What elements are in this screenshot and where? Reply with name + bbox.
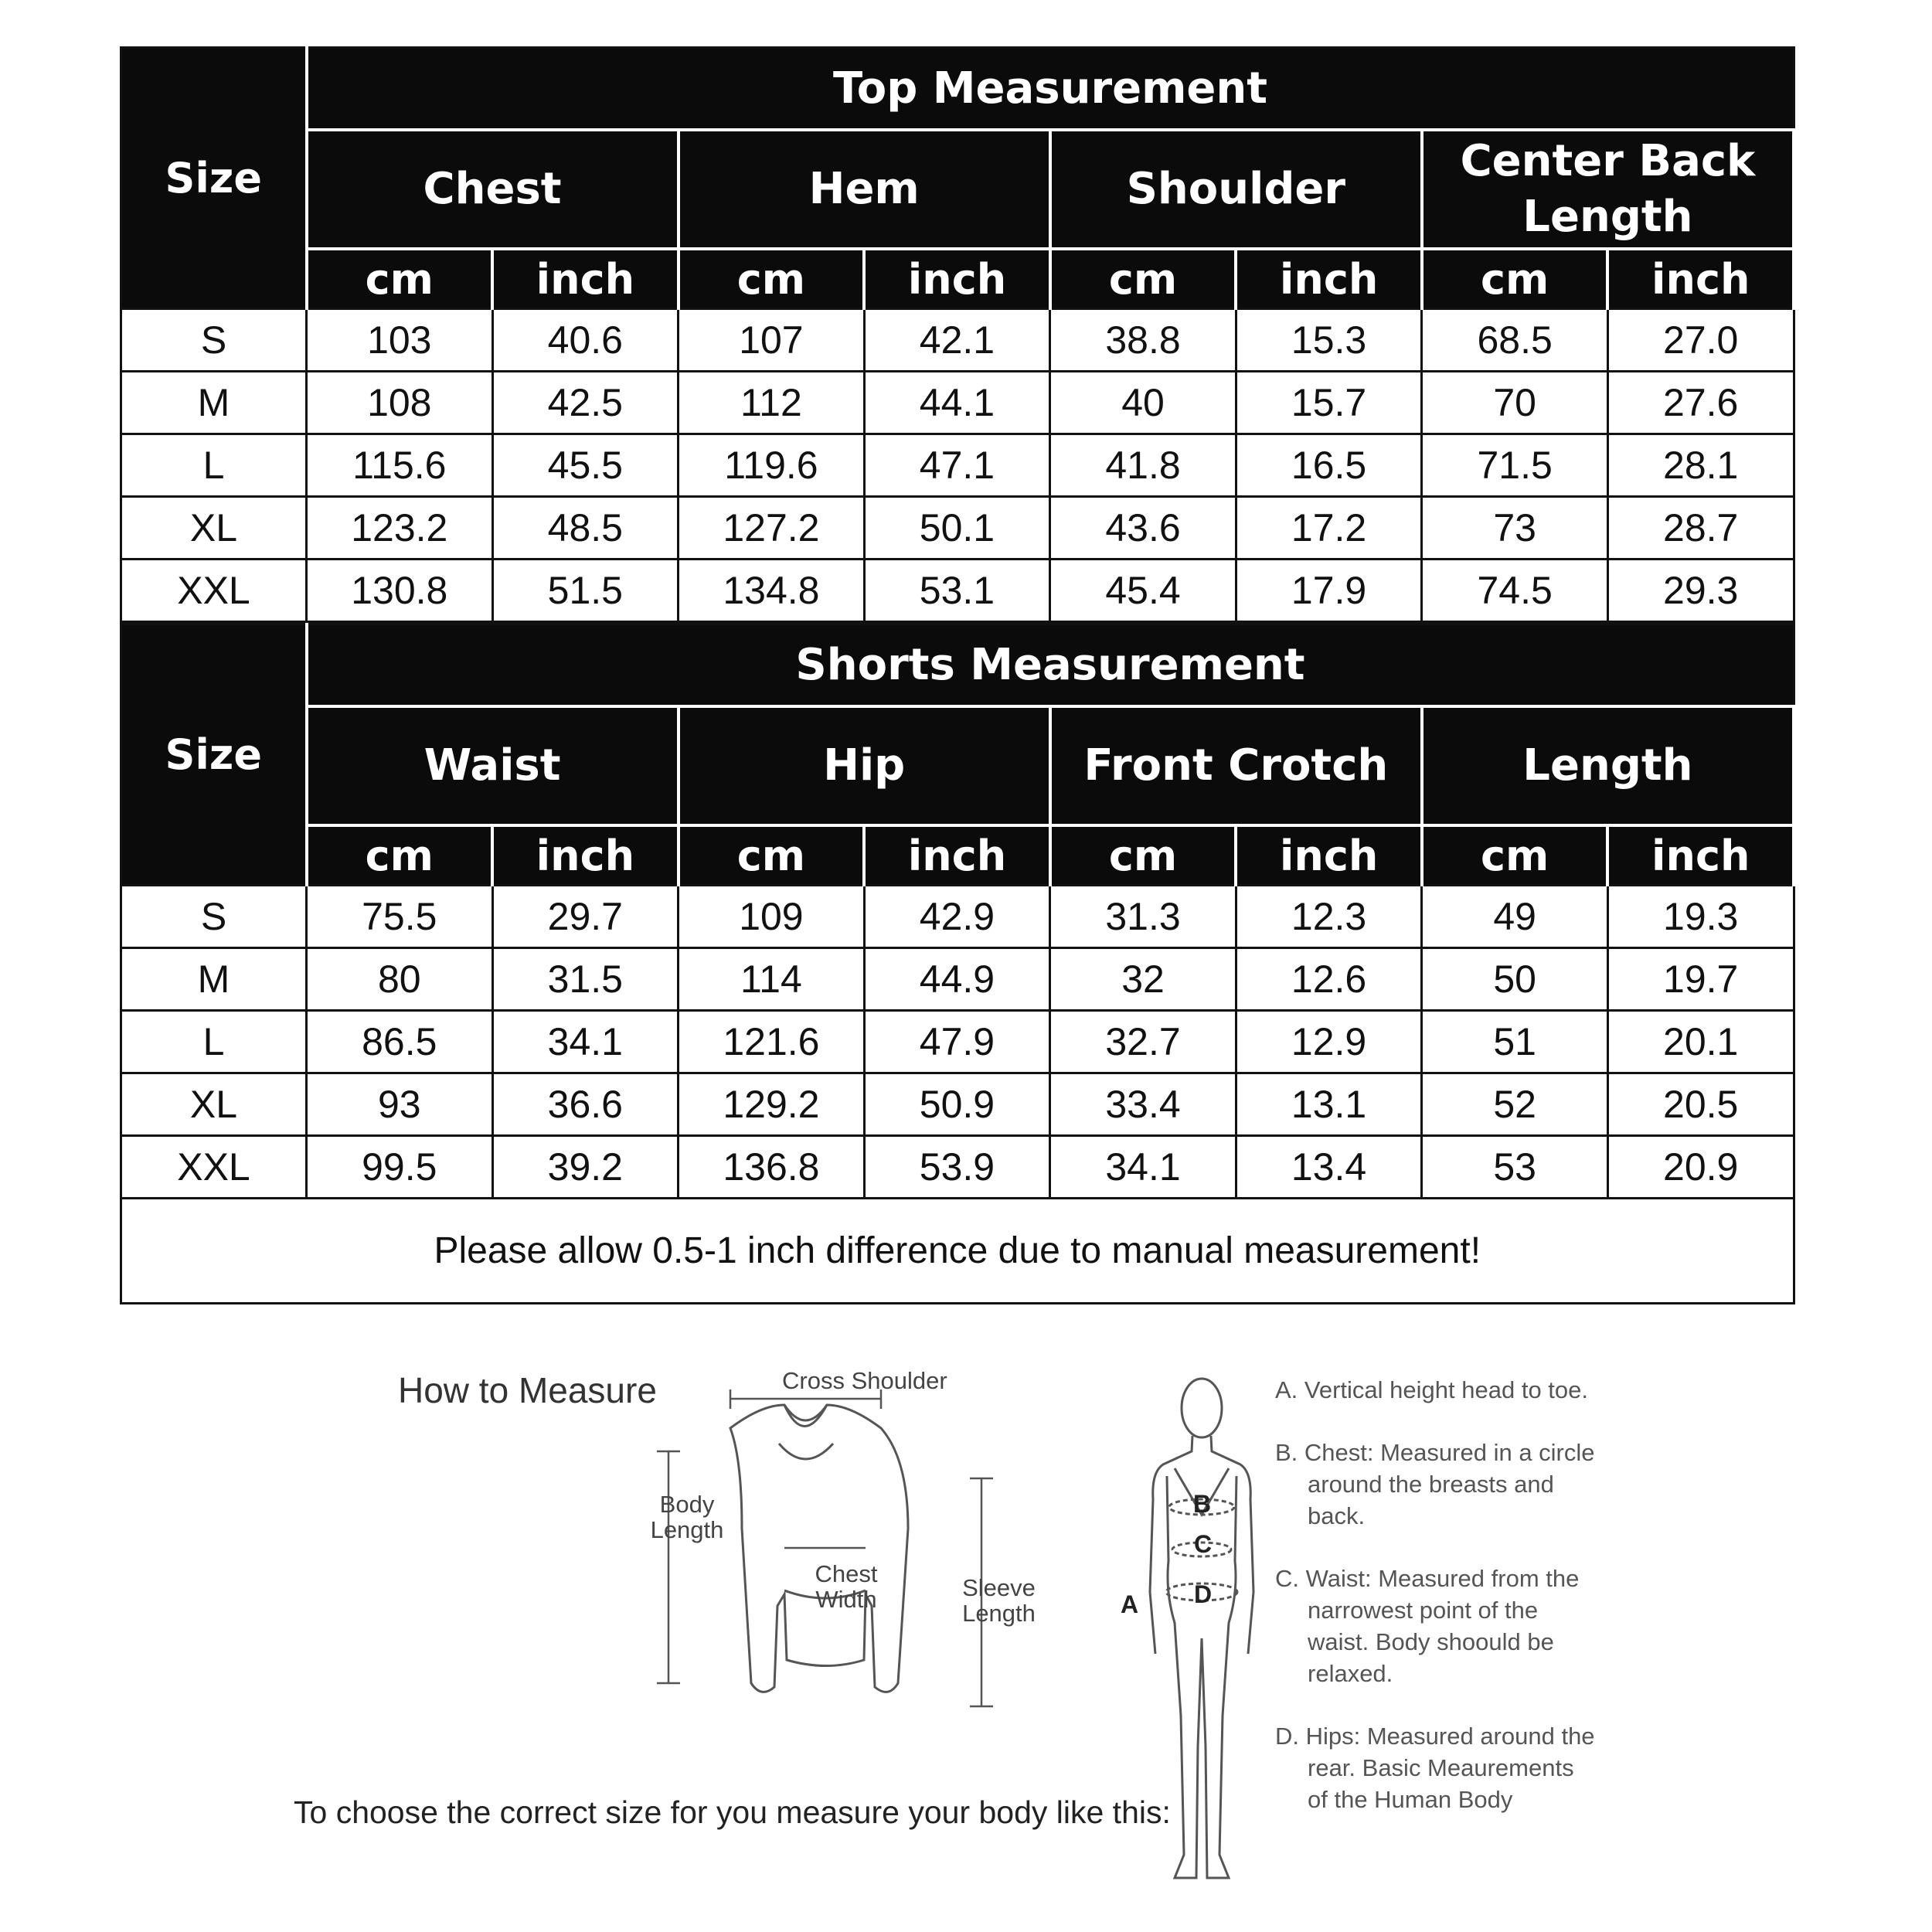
table-title: Shorts Measurement — [307, 624, 1794, 707]
size-header: Size — [121, 48, 307, 309]
measurement-cell: 12.3 — [1236, 886, 1422, 948]
measurement-cell: 129.2 — [679, 1073, 865, 1136]
measurement-cell: 114 — [679, 948, 865, 1011]
table-title: Top Measurement — [307, 48, 1794, 131]
unit-header: cm — [1050, 249, 1236, 309]
measurement-cell: 130.8 — [307, 560, 493, 622]
size-header: Size — [121, 624, 307, 886]
column-group-header: Front Crotch — [1050, 706, 1422, 825]
measurement-cell: 49 — [1422, 886, 1608, 948]
unit-header: inch — [492, 249, 679, 309]
measure-hint: To choose the correct size for you measure your body like this: — [294, 1794, 1171, 1830]
body-length-label: Body Length — [650, 1491, 724, 1543]
table-row — [121, 948, 1794, 1011]
unit-header: inch — [864, 825, 1050, 886]
table-row — [121, 497, 1794, 560]
measurement-cell: 34.1 — [492, 1011, 679, 1073]
measurement-cell: 103 — [307, 309, 493, 372]
size-cell: S — [121, 309, 307, 372]
measurement-cell: 99.5 — [307, 1136, 493, 1199]
measurement-cell: 123.2 — [307, 497, 493, 560]
body-diagram — [1121, 1360, 1283, 1893]
unit-header: cm — [307, 249, 493, 309]
unit-header: inch — [1607, 825, 1794, 886]
jacket-diagram — [626, 1359, 1059, 1745]
measurement-cell: 17.2 — [1236, 497, 1422, 560]
measurement-cell: 121.6 — [679, 1011, 865, 1073]
measurement-cell: 86.5 — [307, 1011, 493, 1073]
note-height: A. Vertical height head to toe. — [1275, 1376, 1588, 1403]
measurement-cell: 53 — [1422, 1136, 1608, 1199]
table-row — [121, 434, 1794, 497]
size-cell: M — [121, 372, 307, 434]
measurement-cell: 15.7 — [1236, 372, 1422, 434]
measurement-cell: 115.6 — [307, 434, 493, 497]
measurement-cell: 33.4 — [1050, 1073, 1236, 1136]
table-row — [121, 372, 1794, 434]
measurement-cell: 20.5 — [1607, 1073, 1794, 1136]
measurement-cell: 12.9 — [1236, 1011, 1422, 1073]
measurement-cell: 50.9 — [864, 1073, 1050, 1136]
measurement-cell: 48.5 — [492, 497, 679, 560]
measurement-cell: 45.5 — [492, 434, 679, 497]
measurement-cell: 53.1 — [864, 560, 1050, 622]
measurement-cell: 108 — [307, 372, 493, 434]
measurement-cell: 43.6 — [1050, 497, 1236, 560]
measurement-cell: 17.9 — [1236, 560, 1422, 622]
column-group-header: Hip — [679, 706, 1050, 825]
measurement-notes — [1275, 1374, 1600, 1846]
measurement-cell: 42.5 — [492, 372, 679, 434]
measurement-cell: 42.1 — [864, 309, 1050, 372]
measurement-cell: 71.5 — [1422, 434, 1608, 497]
measurement-cell: 27.6 — [1607, 372, 1794, 434]
unit-header: inch — [1236, 249, 1422, 309]
measurement-cell: 51 — [1422, 1011, 1608, 1073]
unit-header: inch — [492, 825, 679, 886]
top-measurement-table — [120, 46, 1795, 623]
chest-marker-b: B — [1193, 1490, 1212, 1518]
measurement-cell: 40 — [1050, 372, 1236, 434]
sleeve-length-label: Sleeve Length — [962, 1574, 1036, 1627]
measurement-cell: 38.8 — [1050, 309, 1236, 372]
table-body — [121, 886, 1794, 1199]
chest-width-label: Chest Width — [815, 1560, 878, 1613]
column-group-header: Waist — [307, 706, 679, 825]
measurement-cell: 31.5 — [492, 948, 679, 1011]
measurement-cell: 50 — [1422, 948, 1608, 1011]
size-cell: M — [121, 948, 307, 1011]
measurement-cell: 44.1 — [864, 372, 1050, 434]
measurement-cell: 136.8 — [679, 1136, 865, 1199]
measurement-cell: 47.9 — [864, 1011, 1050, 1073]
unit-header: inch — [1236, 825, 1422, 886]
measurement-cell: 19.7 — [1607, 948, 1794, 1011]
cross-shoulder-label: Cross Shoulder — [782, 1367, 947, 1394]
measurement-cell: 45.4 — [1050, 560, 1236, 622]
measurement-cell: 109 — [679, 886, 865, 948]
note-hips: D. Hips: Measured around the rear. Basic Meaurements of the Human Body — [1275, 1723, 1595, 1813]
table-body — [121, 309, 1794, 622]
measurement-cell: 39.2 — [492, 1136, 679, 1199]
measurement-cell: 74.5 — [1422, 560, 1608, 622]
hip-marker-d: D — [1194, 1580, 1213, 1608]
measurement-cell: 73 — [1422, 497, 1608, 560]
table-row — [121, 560, 1794, 622]
column-group-header: Length — [1422, 706, 1794, 825]
shorts-measurement-table — [120, 623, 1795, 1304]
measurement-cell: 13.1 — [1236, 1073, 1422, 1136]
unit-header: cm — [679, 249, 865, 309]
measurement-cell: 32.7 — [1050, 1011, 1236, 1073]
measurement-cell: 20.9 — [1607, 1136, 1794, 1199]
measurement-cell: 20.1 — [1607, 1011, 1794, 1073]
height-marker-a: A — [1121, 1590, 1139, 1618]
size-cell: L — [121, 434, 307, 497]
measurement-cell: 12.6 — [1236, 948, 1422, 1011]
measurement-cell: 70 — [1422, 372, 1608, 434]
size-cell: XL — [121, 1073, 307, 1136]
table-row — [121, 1073, 1794, 1136]
measurement-cell: 31.3 — [1050, 886, 1236, 948]
measurement-cell: 119.6 — [679, 434, 865, 497]
measurement-cell: 40.6 — [492, 309, 679, 372]
measurement-cell: 27.0 — [1607, 309, 1794, 372]
measurement-cell: 75.5 — [307, 886, 493, 948]
size-cell: XXL — [121, 1136, 307, 1199]
measurement-cell: 29.7 — [492, 886, 679, 948]
measurement-cell: 53.9 — [864, 1136, 1050, 1199]
size-chart — [120, 46, 1795, 1304]
measurement-cell: 32 — [1050, 948, 1236, 1011]
measurement-cell: 13.4 — [1236, 1136, 1422, 1199]
measurement-cell: 28.7 — [1607, 497, 1794, 560]
measurement-cell: 127.2 — [679, 497, 865, 560]
unit-header: inch — [864, 249, 1050, 309]
table-row — [121, 309, 1794, 372]
measurement-cell: 134.8 — [679, 560, 865, 622]
column-group-header: Hem — [679, 130, 1050, 249]
unit-header: cm — [679, 825, 865, 886]
column-group-header: Chest — [307, 130, 679, 249]
table-row — [121, 886, 1794, 948]
measurement-cell: 29.3 — [1607, 560, 1794, 622]
how-to-measure-title: How to Measure — [398, 1370, 657, 1410]
size-cell: XL — [121, 497, 307, 560]
measurement-cell: 42.9 — [864, 886, 1050, 948]
unit-header: cm — [1422, 249, 1608, 309]
measurement-cell: 34.1 — [1050, 1136, 1236, 1199]
size-cell: S — [121, 886, 307, 948]
column-group-header: Shoulder — [1050, 130, 1422, 249]
unit-header: cm — [1050, 825, 1236, 886]
measurement-cell: 80 — [307, 948, 493, 1011]
measurement-cell: 16.5 — [1236, 434, 1422, 497]
measurement-cell: 107 — [679, 309, 865, 372]
measurement-cell: 41.8 — [1050, 434, 1236, 497]
size-cell: XXL — [121, 560, 307, 622]
waist-marker-c: C — [1194, 1530, 1213, 1558]
measurement-note: Please allow 0.5-1 inch difference due to manual measurement! — [121, 1199, 1794, 1304]
measurement-cell: 112 — [679, 372, 865, 434]
measurement-cell: 15.3 — [1236, 309, 1422, 372]
note-chest: B. Chest: Measured in a circle around the breasts and back. — [1275, 1439, 1595, 1529]
measurement-cell: 51.5 — [492, 560, 679, 622]
table-row — [121, 1136, 1794, 1199]
unit-header: cm — [307, 825, 493, 886]
note-waist: C. Waist: Measured from the narrowest point of the waist. Body shoould be relaxed. — [1275, 1565, 1580, 1687]
measurement-cell: 44.9 — [864, 948, 1050, 1011]
unit-header: cm — [1422, 825, 1608, 886]
table-row — [121, 1011, 1794, 1073]
measurement-cell: 52 — [1422, 1073, 1608, 1136]
measurement-cell: 47.1 — [864, 434, 1050, 497]
column-group-header: Center Back Length — [1422, 130, 1794, 249]
measurement-cell: 93 — [307, 1073, 493, 1136]
size-cell: L — [121, 1011, 307, 1073]
measurement-cell: 50.1 — [864, 497, 1050, 560]
measurement-cell: 68.5 — [1422, 309, 1608, 372]
measurement-cell: 36.6 — [492, 1073, 679, 1136]
measurement-cell: 28.1 — [1607, 434, 1794, 497]
unit-header: inch — [1607, 249, 1794, 309]
measurement-cell: 19.3 — [1607, 886, 1794, 948]
